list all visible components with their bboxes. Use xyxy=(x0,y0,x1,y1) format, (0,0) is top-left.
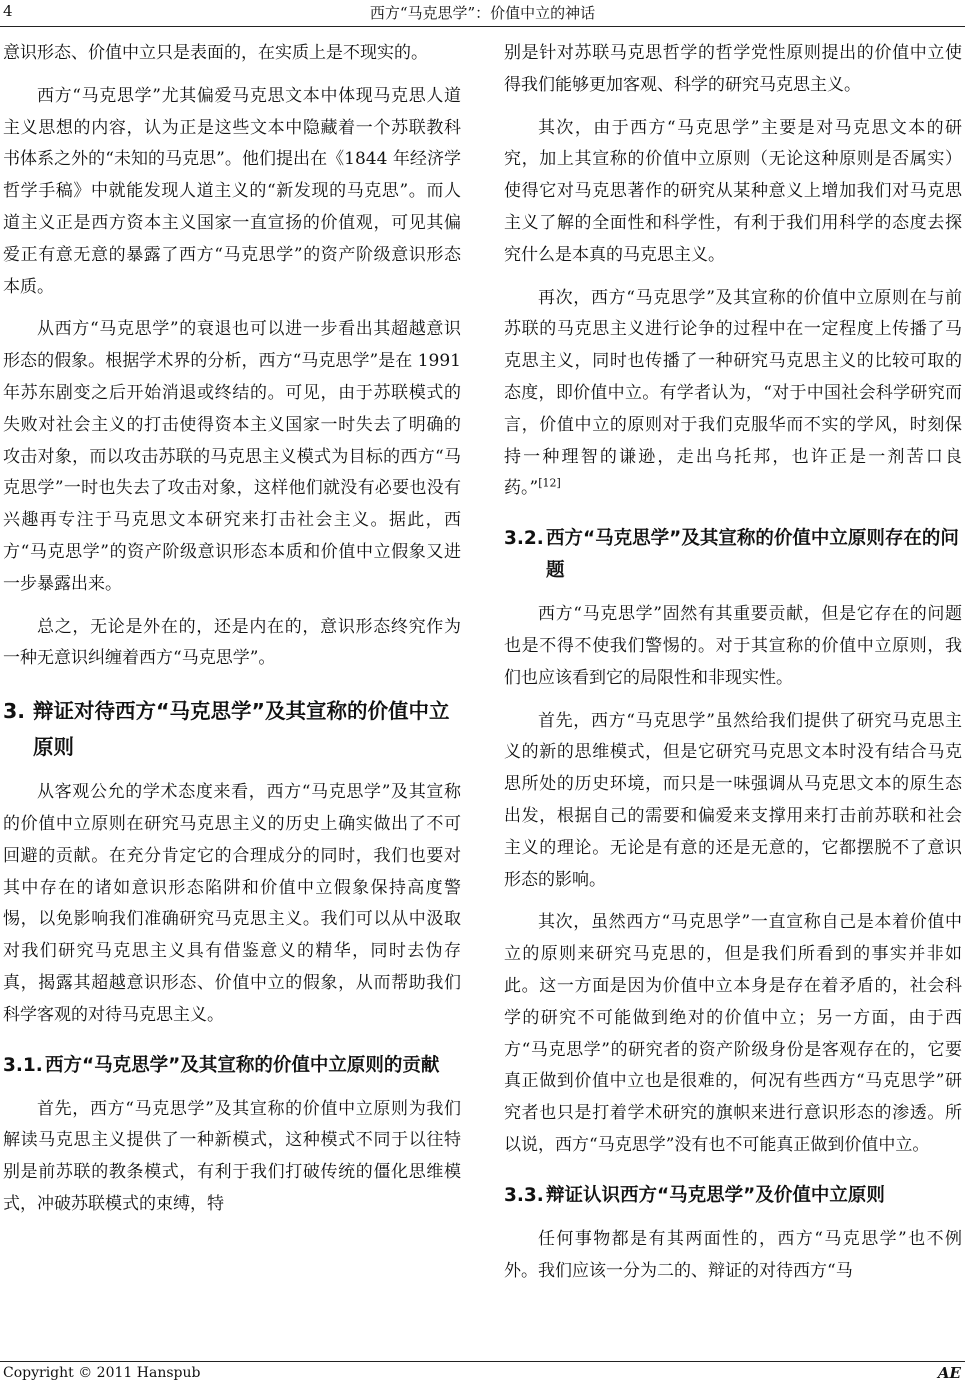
paragraph: 其次，虽然西方“马克思学”一直宣称自己是本着价值中立的原则来研究马克思的，但是我们所看到的事实并非如此。这一方面是因为价值中立本身是存在着矛盾的，社会科学的研究不可能做到绝对的价值中立；另一方面，由于西方“马克思学”的研究者的资产阶级身份是客观存在的，它要真正做到价值中立也是很难的，何况有些西方“马克思学”研究者也只是打着学术研究的旗帜来进行意识形态的渗透。所以说，西方“马克思学”没有也不可能真正做到价值中立。 xyxy=(504,912,962,1155)
copyright-notice: Copyright © 2011 Hanspub xyxy=(3,1365,201,1381)
left-column xyxy=(3,38,461,1232)
section-heading-3 xyxy=(3,693,461,765)
paragraph: 首先，西方“马克思学”及其宣称的价值中立原则为我们解读马克思主义提供了一种新模式，这种模式不同于以往特别是前苏联的教条模式，有利于我们打破传统的僵化思维模式，冲破苏联模式的束缚，特 xyxy=(3,1098,461,1214)
section-number: 3.1. xyxy=(3,1054,43,1076)
citation-ref[interactable]: [12] xyxy=(538,476,561,490)
paragraph: 西方“马克思学”固然有其重要贡献，但是它存在的问题也是不得不使我们警惕的。对于其宣称的价值中立原则，我们也应该看到它的局限性和非现实性。 xyxy=(504,604,962,688)
paragraph: 任何事物都是有其两面性的，西方“马克思学”也不例外。我们应该一分为二的、辩证的对待西方“马 xyxy=(504,1228,962,1281)
page-number: 4 xyxy=(3,2,13,20)
paragraph: 其次，由于西方“马克思学”主要是对马克思文本的研究，加上其宣称的价值中立原则（无论这种原则是否属实）使得它对马克思著作的研究从某种意义上增加我们对马克思主义了解的全面性和科学性，有利于我们用科学的态度去探究什么是本真的马克思主义。 xyxy=(504,117,962,265)
page-footer xyxy=(0,1361,965,1387)
section-heading-3-3 xyxy=(504,1180,962,1212)
section-number: 3.2. xyxy=(504,528,544,550)
section-number: 3. xyxy=(3,699,26,724)
paragraph: 意识形态、价值中立只是表面的，在实质上是不现实的。 xyxy=(3,43,428,63)
section-title: 西方“马克思学”及其宣称的价值中立原则存在的问题 xyxy=(546,528,959,582)
page-header xyxy=(0,0,965,27)
section-title: 辩证对待西方“马克思学”及其宣称的价值中立原则 xyxy=(33,699,450,760)
paragraph: 总之，无论是外在的，还是内在的，意识形态终究作为一种无意识纠缠着西方“马克思学”。 xyxy=(3,616,461,669)
section-heading-3-2 xyxy=(504,523,962,587)
paragraph: 西方“马克思学”尤其偏爱马克思文本中体现马克思人道主义思想的内容，认为正是这些文本中隐藏着一个苏联教科书体系之外的“未知的马克思”。他们提出在《1844 年经济学哲学手稿》中就能发现人道主义的“新发现的马克思”。而人道主义正是西方资本主义国家一直宣扬的价值观，可见其偏爱正有意无意的暴露了西方“马克思学”的资产阶级意识形态本质。 xyxy=(3,85,461,297)
section-number: 3.3. xyxy=(504,1184,544,1206)
section-heading-3-1 xyxy=(3,1050,461,1082)
running-title: 西方“马克思学”：价值中立的神话 xyxy=(369,4,596,22)
paragraph xyxy=(504,283,962,506)
paragraph: 别是针对苏联马克思哲学的哲学党性原则提出的价值中立使得我们能够更加客观、科学的研究马克思主义。 xyxy=(504,43,962,95)
right-column xyxy=(504,38,962,1298)
section-title: 西方“马克思学”及其宣称的价值中立原则的贡献 xyxy=(45,1054,440,1076)
journal-abbrev: AE xyxy=(937,1364,961,1382)
paragraph: 首先，西方“马克思学”虽然给我们提供了研究马克思主义的新的思维模式，但是它研究马克思文本时没有结合马克思所处的历史环境，而只是一味强调从马克思文本的原生态出发，根据自己的需要和偏爱来支撑用来打击前苏联和社会主义的理论。无论是有意的还是无意的，它都摆脱不了意识形态的影响。 xyxy=(504,710,962,890)
paragraph: 从客观公允的学术态度来看，西方“马克思学”及其宣称的价值中立原则在研究马克思主义的历史上确实做出了不可回避的贡献。在充分肯定它的合理成分的同时，我们也要对其中存在的诸如意识形态陷阱和价值中立假象保持高度警惕，以免影响我们准确研究马克思主义。我们可以从中汲取对我们研究马克思主义具有借鉴意义的精华，同时去伪存真，揭露其超越意识形态、价值中立的假象，从而帮助我们科学客观的对待马克思主义。 xyxy=(3,782,461,1025)
paragraph-text: 再次，西方“马克思学”及其宣称的价值中立原则在与前苏联的马克思主义进行论争的过程中在一定程度上传播了马克思主义，同时也传播了一种研究马克思主义的比较可取的态度，即价值中立。有学者认为，“对于中国社会科学研究而言，价值中立的原则对于我们克服华而不实的学风，时刻保持一种理智的谦逊，走出乌托邦，也许正是一剂苦口良药。” xyxy=(504,287,962,499)
section-title: 辩证认识西方“马克思学”及价值中立原则 xyxy=(546,1184,885,1206)
paragraph: 从西方“马克思学”的衰退也可以进一步看出其超越意识形态的假象。根据学术界的分析，西方“马克思学”是在 1991 年苏东剧变之后开始消退或终结的。可见，由于苏联模式的失败对社会主义的打击使得资本主义国家一时失去了明确的攻击对象，而以攻击苏联的马克思主义模式为目标的西方“马克思学”一时也失去了攻击对象，这样他们就没有必要也没有兴趣再专注于马克思文本研究来打击社会主义。据此，西方“马克思学”的资产阶级意识形态本质和价值中立假象又进一步暴露出来。 xyxy=(3,319,461,594)
